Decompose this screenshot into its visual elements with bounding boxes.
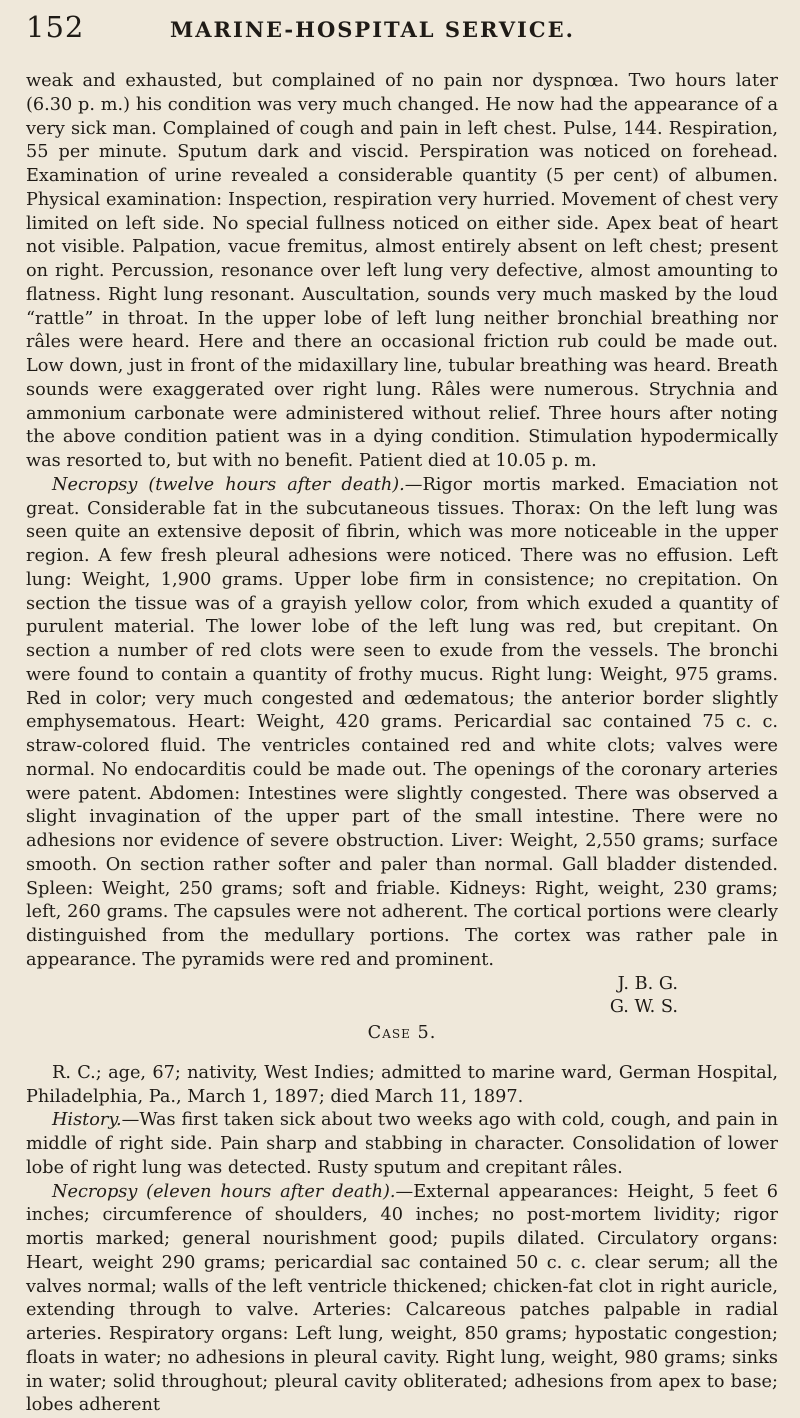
signature-initials: J. B. G. — [26, 973, 678, 997]
paragraph-case-summary — [26, 1062, 778, 1110]
paragraph-text: —Rigor mortis marked. Emaciation not great. Considerable fat in the subcutaneous tissues. Thorax: On the left lung was seen quite an extensive deposit of fibrin, which was more noticeable in the upper region. A few fresh pleural adhesions were noticed. There was no effusion. Left lung: Weight, 1,900 grams. Upper lobe firm in consistence; no crepitation. On section the tissue was of a grayish yellow color, from which exuded a quantity of purulent material. The lower lobe of the left lung was red, but crepitant. On section a number of red clots were seen to exude from the vessels. The bronchi were found to contain a quantity of frothy mucus. Right lung: Weight, 975 grams. Red in color; very much congested and œdematous; the anterior border slightly emphysematous. Heart: Weight, 420 grams. Pericardial sac contained 75 c. c. straw-colored fluid. The ventricles contained red and white clots; valves were normal. No endocarditis could be made out. The openings of the coronary arteries were patent. Abdomen: Intestines were slightly congested. There was observed a slight invagination of the upper part of the small intestine. There were no adhesions nor evidence of severe obstruction. Liver: Weight, 2,550 grams; surface smooth. On section rather softer and paler than normal. Gall bladder distended. Spleen: Weight, 250 grams; soft and friable. Kidneys: Right, weight, 230 grams; left, 260 grams. The capsules were not adherent. The cortical portions were clearly distinguished from the medullary portions. The cortex was rather pale in appearance. The pyramids were red and prominent. — [26, 475, 778, 970]
paragraph-text: weak and exhausted, but complained of no pain nor dyspnœa. Two hours later (6.30 p. m.) his condition was very much changed. He now had the appearance of a very sick man. Complained of cough and pain in left chest. Pulse, 144. Respiration, 55 per minute. Sputum dark and viscid. Perspiration was noticed on forehead. Examination of urine revealed a considerable quantity (5 per cent) of albumen. Physical examination: Inspection, respiration very hurried. Movement of chest very limited on left side. No special fullness noticed on either side. Apex beat of heart not visible. Palpation, vacue fremitus, almost entirely absent on left chest; present on right. Percussion, resonance over left lung very defective, almost amounting to flatness. Right lung resonant. Auscultation, sounds very much masked by the loud “rattle” in throat. In the upper lobe of left lung neither bronchial breathing nor râles were heard. Here and there an occasional friction rub could be made out. Low down, just in front of the midaxillary line, tubular breathing was heard. Breath sounds were exaggerated over right lung. Râles were numerous. Strychnia and ammonium carbonate were administered without relief. Three hours after noting the above condition patient was in a dying condition. Stimulation hypodermically was resorted to, but with no benefit. Patient died at 10.05 p. m. — [26, 71, 778, 471]
page-number: 152 — [26, 10, 112, 44]
signature-initials: G. W. S. — [26, 996, 678, 1020]
paragraph-lead: History. — [52, 1110, 122, 1130]
page-header — [26, 10, 778, 56]
paragraph-text: —Was first taken sick about two weeks ago with cold, cough, and pain in middle of right side. Pain sharp and stabbing in character. Consolidation of lower lobe of right lung was detected. Rusty sputum and crepitant râles. — [26, 1110, 778, 1178]
paragraph-lead: Necropsy (eleven hours after death). — [52, 1182, 396, 1202]
running-head: MARINE-HOSPITAL SERVICE. — [170, 17, 575, 42]
paragraph-history — [26, 1109, 778, 1180]
case-heading: Case 5. — [26, 1022, 778, 1046]
paragraph-continuation — [26, 70, 778, 474]
paragraph-case-necropsy — [26, 1181, 778, 1418]
paragraph-lead: Necropsy (twelve hours after death). — [52, 475, 405, 495]
paragraph-text: —External appearances: Height, 5 feet 6 inches; circumference of shoulders, 40 inches; no post-mortem lividity; rigor mortis marked; general nourishment good; pupils dilated. Circulatory organs: Heart, weight 290 grams; pericardial sac contained 50 c. c. clear serum; all the valves normal; walls of the left ventricle thickened; chicken-fat clot in right auricle, extending through to valve. Arteries: Calcareous patches palpable in radial arteries. Respiratory organs: Left lung, weight, 850 grams; hypostatic congestion; floats in water; no adhesions in pleural cavity. Right lung, weight, 980 grams; sinks in water; solid throughout; pleural cavity obliterated; adhesions from apex to base; lobes adherent — [26, 1182, 778, 1416]
paragraph-text: R. C.; age, 67; nativity, West Indies; admitted to marine ward, German Hospital, Philadelphia, Pa., March 1, 1897; died March 11, 1897. — [26, 1063, 778, 1107]
body-text — [26, 70, 778, 1418]
paragraph-necropsy — [26, 474, 778, 973]
signatures — [26, 973, 778, 1021]
